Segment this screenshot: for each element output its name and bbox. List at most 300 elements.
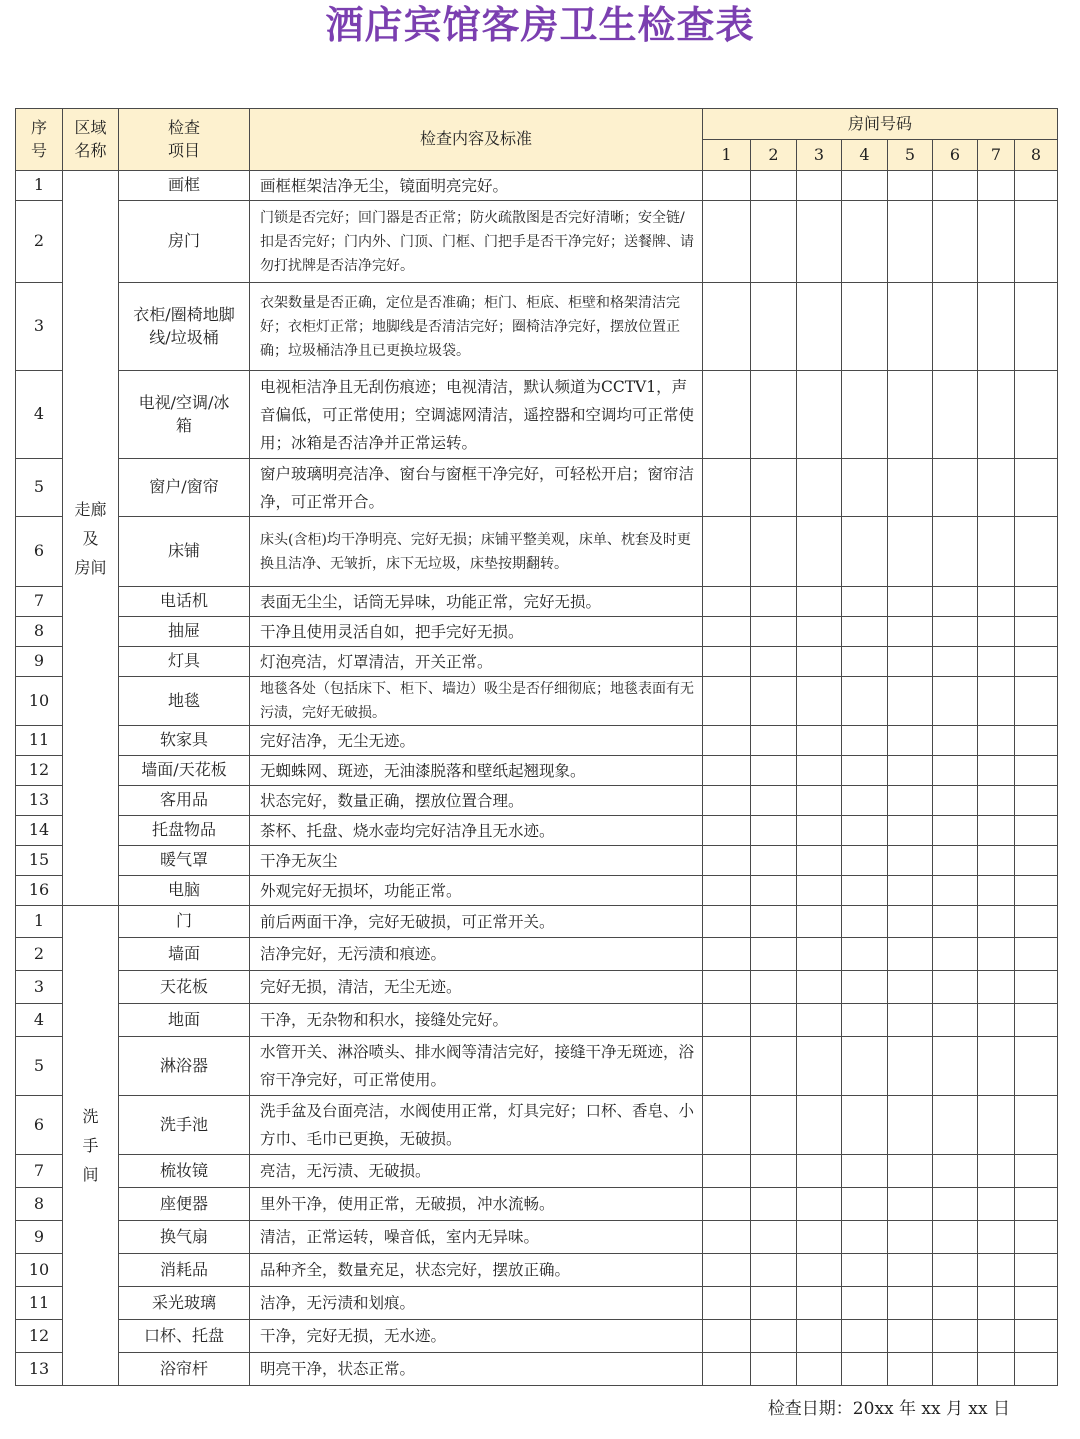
room-check-cell[interactable] — [703, 171, 751, 201]
room-check-cell[interactable] — [1015, 1188, 1058, 1221]
room-check-cell[interactable] — [1015, 459, 1058, 517]
room-check-cell[interactable] — [751, 677, 797, 726]
room-check-cell[interactable] — [933, 171, 978, 201]
room-check-cell[interactable] — [797, 786, 842, 816]
room-check-cell[interactable] — [1015, 1287, 1058, 1320]
inspection-standard: 干净且使用灵活自如，把手完好无损。 — [250, 617, 703, 647]
room-check-cell[interactable] — [978, 906, 1015, 938]
room-check-cell[interactable] — [703, 906, 751, 938]
room-check-cell[interactable] — [751, 1221, 797, 1254]
room-check-cell[interactable] — [888, 1096, 933, 1155]
room-check-cell[interactable] — [797, 846, 842, 876]
room-check-cell[interactable] — [888, 677, 933, 726]
room-check-cell[interactable] — [888, 587, 933, 617]
room-check-cell[interactable] — [888, 283, 933, 371]
room-check-cell[interactable] — [797, 587, 842, 617]
inspection-standard: 表面无尘尘，话筒无异味，功能正常，完好无损。 — [250, 587, 703, 617]
room-check-cell[interactable] — [703, 587, 751, 617]
room-check-cell[interactable] — [1015, 1254, 1058, 1287]
room-check-cell[interactable] — [842, 171, 888, 201]
room-check-cell[interactable] — [751, 1037, 797, 1096]
room-check-cell[interactable] — [933, 876, 978, 906]
inspection-item: 房门 — [119, 201, 250, 283]
inspection-standard: 清洁，正常运转，噪音低，室内无异味。 — [250, 1221, 703, 1254]
table-row — [16, 906, 1058, 938]
inspection-item: 客用品 — [119, 786, 250, 816]
room-check-cell[interactable] — [978, 1320, 1015, 1353]
room-check-cell[interactable] — [842, 726, 888, 756]
room-check-cell[interactable] — [703, 677, 751, 726]
room-number-header: 8 — [1015, 140, 1058, 171]
room-check-cell[interactable] — [978, 786, 1015, 816]
room-check-cell[interactable] — [751, 756, 797, 786]
room-check-cell[interactable] — [933, 1254, 978, 1287]
room-check-cell[interactable] — [842, 938, 888, 971]
room-check-cell[interactable] — [1015, 1353, 1058, 1386]
inspection-item: 托盘物品 — [119, 816, 250, 846]
room-check-cell[interactable] — [797, 938, 842, 971]
room-check-cell[interactable] — [1015, 1320, 1058, 1353]
room-check-cell[interactable] — [1015, 906, 1058, 938]
room-check-cell[interactable] — [703, 1096, 751, 1155]
room-check-cell[interactable] — [751, 726, 797, 756]
room-check-cell[interactable] — [933, 617, 978, 647]
room-check-cell[interactable] — [1015, 587, 1058, 617]
room-check-cell[interactable] — [751, 1353, 797, 1386]
area-name — [63, 171, 119, 906]
room-check-cell[interactable] — [842, 1254, 888, 1287]
row-number: 13 — [16, 1353, 63, 1386]
room-check-cell[interactable] — [888, 906, 933, 938]
room-check-cell[interactable] — [1015, 1037, 1058, 1096]
room-check-cell[interactable] — [703, 201, 751, 283]
room-check-cell[interactable] — [888, 1221, 933, 1254]
room-check-cell[interactable] — [1015, 816, 1058, 846]
room-check-cell[interactable] — [797, 1188, 842, 1221]
row-number: 4 — [16, 1004, 63, 1037]
room-check-cell[interactable] — [1015, 1221, 1058, 1254]
row-number: 12 — [16, 1320, 63, 1353]
room-check-cell[interactable] — [703, 1287, 751, 1320]
room-check-cell[interactable] — [888, 756, 933, 786]
room-check-cell[interactable] — [751, 517, 797, 587]
room-check-cell[interactable] — [1015, 1155, 1058, 1188]
room-check-cell[interactable] — [978, 1155, 1015, 1188]
room-check-cell[interactable] — [797, 726, 842, 756]
room-check-cell[interactable] — [933, 1155, 978, 1188]
room-check-cell[interactable] — [933, 938, 978, 971]
room-check-cell[interactable] — [751, 201, 797, 283]
room-check-cell[interactable] — [978, 756, 1015, 786]
room-check-cell[interactable] — [888, 726, 933, 756]
room-number-header: 6 — [933, 140, 978, 171]
room-check-cell[interactable] — [978, 816, 1015, 846]
room-number-header: 1 — [703, 140, 751, 171]
room-check-cell[interactable] — [888, 816, 933, 846]
inspection-standard: 品种齐全，数量充足，状态完好，摆放正确。 — [250, 1254, 703, 1287]
room-check-cell[interactable] — [703, 786, 751, 816]
inspection-standard: 无蜘蛛网、斑迹，无油漆脱落和壁纸起翘现象。 — [250, 756, 703, 786]
room-check-cell[interactable] — [933, 971, 978, 1004]
room-check-cell[interactable] — [797, 1037, 842, 1096]
room-number-header: 7 — [978, 140, 1015, 171]
row-number: 4 — [16, 371, 63, 459]
room-check-cell[interactable] — [797, 677, 842, 726]
room-check-cell[interactable] — [978, 1254, 1015, 1287]
row-number: 16 — [16, 876, 63, 906]
table-row — [16, 938, 1058, 971]
room-check-cell[interactable] — [888, 786, 933, 816]
room-check-cell[interactable] — [751, 617, 797, 647]
room-check-cell[interactable] — [751, 1320, 797, 1353]
inspection-item: 消耗品 — [119, 1254, 250, 1287]
inspection-standard: 完好无损，清洁，无尘无迹。 — [250, 971, 703, 1004]
room-check-cell[interactable] — [797, 1096, 842, 1155]
inspection-item: 电视/空调/冰箱 — [119, 371, 250, 459]
room-check-cell[interactable] — [842, 1037, 888, 1096]
room-check-cell[interactable] — [703, 1004, 751, 1037]
room-check-cell[interactable] — [978, 201, 1015, 283]
room-check-cell[interactable] — [888, 938, 933, 971]
table-row — [16, 1004, 1058, 1037]
room-check-cell[interactable] — [703, 371, 751, 459]
row-number: 11 — [16, 1287, 63, 1320]
inspection-item: 地毯 — [119, 677, 250, 726]
room-check-cell[interactable] — [842, 1287, 888, 1320]
room-check-cell[interactable] — [978, 587, 1015, 617]
room-check-cell[interactable] — [978, 1096, 1015, 1155]
table-row — [16, 647, 1058, 677]
room-check-cell[interactable] — [703, 726, 751, 756]
room-check-cell[interactable] — [797, 1004, 842, 1037]
inspection-standard: 画框框架洁净无尘，镜面明亮完好。 — [250, 171, 703, 201]
room-check-cell[interactable] — [978, 647, 1015, 677]
room-check-cell[interactable] — [797, 1353, 842, 1386]
room-check-cell[interactable] — [751, 1155, 797, 1188]
room-check-cell[interactable] — [888, 617, 933, 647]
room-check-cell[interactable] — [888, 1155, 933, 1188]
room-check-cell[interactable] — [842, 1221, 888, 1254]
table-row — [16, 971, 1058, 1004]
room-check-cell[interactable] — [797, 1155, 842, 1188]
inspection-item: 床铺 — [119, 517, 250, 587]
room-check-cell[interactable] — [703, 816, 751, 846]
room-check-cell[interactable] — [1015, 726, 1058, 756]
room-check-cell[interactable] — [978, 1188, 1015, 1221]
room-check-cell[interactable] — [797, 617, 842, 647]
inspection-standard: 干净，无杂物和积水，接缝处完好。 — [250, 1004, 703, 1037]
room-check-cell[interactable] — [1015, 756, 1058, 786]
room-check-cell[interactable] — [933, 1287, 978, 1320]
room-check-cell[interactable] — [888, 876, 933, 906]
table-row — [16, 1254, 1058, 1287]
inspection-item: 淋浴器 — [119, 1037, 250, 1096]
room-check-cell[interactable] — [933, 283, 978, 371]
room-check-cell[interactable] — [1015, 846, 1058, 876]
room-check-cell[interactable] — [797, 906, 842, 938]
room-check-cell[interactable] — [797, 371, 842, 459]
room-check-cell[interactable] — [842, 756, 888, 786]
room-check-cell[interactable] — [978, 283, 1015, 371]
room-check-cell[interactable] — [933, 1221, 978, 1254]
inspection-item: 洗手池 — [119, 1096, 250, 1155]
room-check-cell[interactable] — [703, 1188, 751, 1221]
room-check-cell[interactable] — [888, 1004, 933, 1037]
room-check-cell[interactable] — [797, 647, 842, 677]
room-check-cell[interactable] — [842, 617, 888, 647]
room-check-cell[interactable] — [1015, 971, 1058, 1004]
room-check-cell[interactable] — [933, 1188, 978, 1221]
room-check-cell[interactable] — [978, 617, 1015, 647]
inspection-item: 灯具 — [119, 647, 250, 677]
row-number: 2 — [16, 938, 63, 971]
room-check-cell[interactable] — [888, 1320, 933, 1353]
room-check-cell[interactable] — [933, 201, 978, 283]
room-check-cell[interactable] — [703, 617, 751, 647]
header-content: 检查内容及标准 — [250, 109, 703, 171]
room-check-cell[interactable] — [842, 677, 888, 726]
room-check-cell[interactable] — [933, 906, 978, 938]
inspection-standard: 里外干净，使用正常，无破损，冲水流畅。 — [250, 1188, 703, 1221]
room-check-cell[interactable] — [751, 371, 797, 459]
room-check-cell[interactable] — [933, 1096, 978, 1155]
room-check-cell[interactable] — [1015, 876, 1058, 906]
room-check-cell[interactable] — [1015, 938, 1058, 971]
room-check-cell[interactable] — [842, 371, 888, 459]
room-check-cell[interactable] — [933, 786, 978, 816]
row-number: 7 — [16, 587, 63, 617]
room-check-cell[interactable] — [933, 371, 978, 459]
room-check-cell[interactable] — [933, 459, 978, 517]
room-check-cell[interactable] — [933, 517, 978, 587]
room-check-cell[interactable] — [978, 846, 1015, 876]
room-check-cell[interactable] — [888, 1188, 933, 1221]
room-check-cell[interactable] — [842, 816, 888, 846]
room-check-cell[interactable] — [751, 1287, 797, 1320]
room-check-cell[interactable] — [842, 517, 888, 587]
room-check-cell[interactable] — [703, 846, 751, 876]
room-check-cell[interactable] — [703, 1320, 751, 1353]
table-row — [16, 1188, 1058, 1221]
inspection-item: 抽屉 — [119, 617, 250, 647]
room-check-cell[interactable] — [751, 971, 797, 1004]
table-row — [16, 1155, 1058, 1188]
room-check-cell[interactable] — [797, 1254, 842, 1287]
room-check-cell[interactable] — [751, 1004, 797, 1037]
inspection-standard: 状态完好，数量正确，摆放位置合理。 — [250, 786, 703, 816]
room-check-cell[interactable] — [842, 906, 888, 938]
room-check-cell[interactable] — [978, 1287, 1015, 1320]
room-check-cell[interactable] — [751, 459, 797, 517]
room-check-cell[interactable] — [933, 647, 978, 677]
room-check-cell[interactable] — [703, 1155, 751, 1188]
room-check-cell[interactable] — [978, 971, 1015, 1004]
room-check-cell[interactable] — [842, 971, 888, 1004]
room-check-cell[interactable] — [703, 517, 751, 587]
room-check-cell[interactable] — [888, 1037, 933, 1096]
table-row — [16, 786, 1058, 816]
room-check-cell[interactable] — [797, 971, 842, 1004]
room-check-cell[interactable] — [797, 459, 842, 517]
table-row — [16, 756, 1058, 786]
room-check-cell[interactable] — [842, 283, 888, 371]
room-check-cell[interactable] — [933, 756, 978, 786]
room-check-cell[interactable] — [1015, 647, 1058, 677]
row-number: 13 — [16, 786, 63, 816]
room-check-cell[interactable] — [933, 1037, 978, 1096]
room-check-cell[interactable] — [1015, 617, 1058, 647]
room-check-cell[interactable] — [978, 371, 1015, 459]
area-name — [63, 906, 119, 1386]
room-check-cell[interactable] — [888, 971, 933, 1004]
room-check-cell[interactable] — [797, 1287, 842, 1320]
room-check-cell[interactable] — [933, 677, 978, 726]
room-check-cell[interactable] — [933, 846, 978, 876]
room-check-cell[interactable] — [703, 756, 751, 786]
room-check-cell[interactable] — [797, 517, 842, 587]
room-check-cell[interactable] — [842, 647, 888, 677]
room-check-cell[interactable] — [751, 938, 797, 971]
inspection-item: 采光玻璃 — [119, 1287, 250, 1320]
room-check-cell[interactable] — [751, 283, 797, 371]
room-check-cell[interactable] — [978, 1004, 1015, 1037]
room-check-cell[interactable] — [933, 1353, 978, 1386]
room-check-cell[interactable] — [842, 587, 888, 617]
room-check-cell[interactable] — [797, 876, 842, 906]
room-check-cell[interactable] — [978, 1353, 1015, 1386]
room-check-cell[interactable] — [842, 1353, 888, 1386]
room-check-cell[interactable] — [751, 1254, 797, 1287]
room-check-cell[interactable] — [751, 846, 797, 876]
inspection-standard: 洁净，无污渍和划痕。 — [250, 1287, 703, 1320]
room-check-cell[interactable] — [797, 756, 842, 786]
room-check-cell[interactable] — [933, 816, 978, 846]
room-check-cell[interactable] — [933, 726, 978, 756]
room-check-cell[interactable] — [751, 1096, 797, 1155]
room-check-cell[interactable] — [978, 171, 1015, 201]
inspection-standard: 洁净完好，无污渍和痕迹。 — [250, 938, 703, 971]
room-check-cell[interactable] — [1015, 201, 1058, 283]
room-check-cell[interactable] — [1015, 786, 1058, 816]
room-check-cell[interactable] — [751, 816, 797, 846]
room-check-cell[interactable] — [703, 1353, 751, 1386]
table-row — [16, 1096, 1058, 1155]
row-number: 6 — [16, 1096, 63, 1155]
room-check-cell[interactable] — [978, 876, 1015, 906]
room-check-cell[interactable] — [1015, 171, 1058, 201]
room-check-cell[interactable] — [703, 459, 751, 517]
room-check-cell[interactable] — [933, 1004, 978, 1037]
room-check-cell[interactable] — [888, 647, 933, 677]
room-check-cell[interactable] — [1015, 517, 1058, 587]
room-check-cell[interactable] — [888, 459, 933, 517]
room-check-cell[interactable] — [842, 1188, 888, 1221]
room-check-cell[interactable] — [751, 786, 797, 816]
row-number: 3 — [16, 971, 63, 1004]
room-check-cell[interactable] — [1015, 283, 1058, 371]
room-check-cell[interactable] — [703, 1221, 751, 1254]
area-name-char: 走廊 — [74, 499, 107, 519]
room-check-cell[interactable] — [1015, 677, 1058, 726]
room-check-cell[interactable] — [797, 1320, 842, 1353]
room-check-cell[interactable] — [888, 171, 933, 201]
room-check-cell[interactable] — [797, 816, 842, 846]
room-check-cell[interactable] — [888, 371, 933, 459]
room-check-cell[interactable] — [751, 587, 797, 617]
room-check-cell[interactable] — [888, 517, 933, 587]
room-check-cell[interactable] — [842, 201, 888, 283]
room-check-cell[interactable] — [978, 938, 1015, 971]
row-number: 12 — [16, 756, 63, 786]
row-number: 5 — [16, 1037, 63, 1096]
room-check-cell[interactable] — [842, 1096, 888, 1155]
room-check-cell[interactable] — [978, 517, 1015, 587]
header-seq: 序 号 — [16, 109, 63, 171]
table-row — [16, 677, 1058, 726]
room-check-cell[interactable] — [842, 786, 888, 816]
row-number: 3 — [16, 283, 63, 371]
room-check-cell[interactable] — [978, 1221, 1015, 1254]
room-check-cell[interactable] — [888, 846, 933, 876]
inspection-standard: 水管开关、淋浴喷头、排水阀等清洁完好，接缝干净无斑迹，浴帘干净完好，可正常使用。 — [250, 1037, 703, 1096]
room-check-cell[interactable] — [842, 876, 888, 906]
room-check-cell[interactable] — [703, 876, 751, 906]
room-check-cell[interactable] — [978, 1037, 1015, 1096]
room-check-cell[interactable] — [933, 587, 978, 617]
room-check-cell[interactable] — [751, 1188, 797, 1221]
table-row — [16, 816, 1058, 846]
room-check-cell[interactable] — [933, 1320, 978, 1353]
room-check-cell[interactable] — [703, 971, 751, 1004]
room-check-cell[interactable] — [751, 171, 797, 201]
room-check-cell[interactable] — [978, 677, 1015, 726]
room-check-cell[interactable] — [751, 876, 797, 906]
room-check-cell[interactable] — [978, 726, 1015, 756]
room-check-cell[interactable] — [703, 938, 751, 971]
inspection-standard: 前后两面干净，完好无破损，可正常开关。 — [250, 906, 703, 938]
inspection-item: 衣柜/圈椅地脚线/垃圾桶 — [119, 283, 250, 371]
room-check-cell[interactable] — [888, 201, 933, 283]
room-check-cell[interactable] — [1015, 371, 1058, 459]
table-row — [16, 517, 1058, 587]
room-check-cell[interactable] — [842, 1155, 888, 1188]
room-check-cell[interactable] — [1015, 1004, 1058, 1037]
room-check-cell[interactable] — [1015, 1096, 1058, 1155]
room-check-cell[interactable] — [703, 647, 751, 677]
room-check-cell[interactable] — [703, 1254, 751, 1287]
inspection-standard: 床头(含柜)均干净明亮、完好无损；床铺平整美观，床单、枕套及时更换且洁净、无皱折，床下无垃圾，床垫按期翻转。 — [250, 517, 703, 587]
inspection-date: 检查日期：20xx 年 xx 月 xx 日 — [767, 1399, 1010, 1419]
inspection-standard: 灯泡亮洁，灯罩清洁，开关正常。 — [250, 647, 703, 677]
room-check-cell[interactable] — [751, 906, 797, 938]
room-check-cell[interactable] — [842, 846, 888, 876]
room-check-cell[interactable] — [703, 1037, 751, 1096]
room-check-cell[interactable] — [842, 1004, 888, 1037]
row-number: 8 — [16, 617, 63, 647]
room-check-cell[interactable] — [797, 283, 842, 371]
room-check-cell[interactable] — [842, 1320, 888, 1353]
room-check-cell[interactable] — [797, 201, 842, 283]
room-check-cell[interactable] — [797, 1221, 842, 1254]
room-check-cell[interactable] — [888, 1353, 933, 1386]
room-check-cell[interactable] — [797, 171, 842, 201]
room-check-cell[interactable] — [703, 283, 751, 371]
room-check-cell[interactable] — [978, 459, 1015, 517]
room-check-cell[interactable] — [842, 459, 888, 517]
room-check-cell[interactable] — [888, 1287, 933, 1320]
room-check-cell[interactable] — [751, 647, 797, 677]
room-check-cell[interactable] — [888, 1254, 933, 1287]
